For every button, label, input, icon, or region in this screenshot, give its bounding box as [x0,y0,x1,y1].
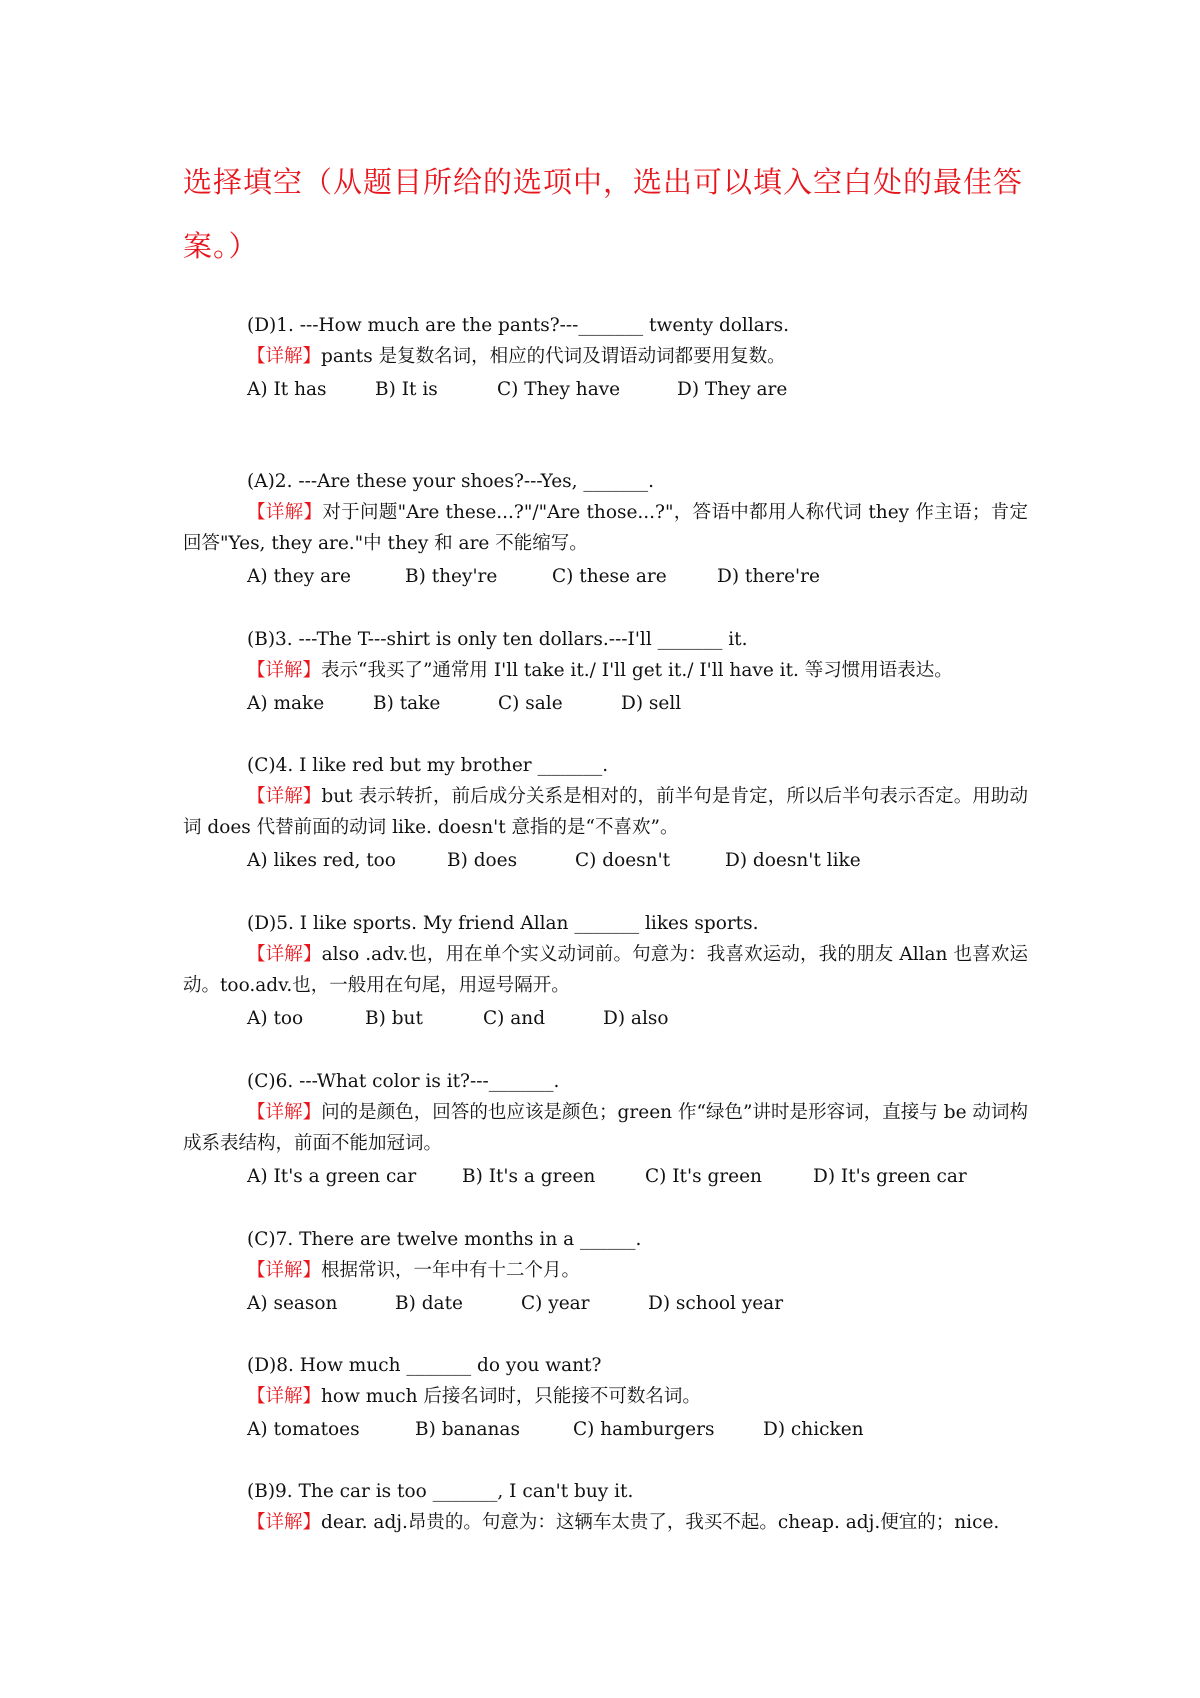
option-c: C) It's green [645,1166,762,1187]
options-row [183,1003,1028,1034]
option-c: C) They have [497,379,621,400]
option-a: A) make [247,693,325,714]
detail-tag: 【详解】 [247,944,322,965]
options-row [183,1414,1028,1445]
question-stem: (C)7. There are twelve months in a ______. [247,1229,642,1250]
options-row [183,688,1028,719]
question-1 [183,310,1028,405]
detail-tag: 【详解】 [247,502,323,523]
option-b: B) It is [375,379,438,400]
detail-text: but 表示转折，前后成分关系是相对的，前半句是肯定，所以后半句表示否定。用助动词 does 代替前面的动词 like. doesn't 意指的是“不喜欢”。 [183,786,1028,838]
option-c: C) and [483,1008,546,1029]
option-d: D) doesn't like [725,850,861,871]
question-stem: (B)3. ---The T---shirt is only ten dollars.---I'll _______ it. [247,629,748,650]
question-5 [183,908,1028,1034]
question-3 [183,624,1028,719]
detail-tag: 【详解】 [247,660,322,681]
options-row [183,561,1028,592]
detail-text: dear. adj.昂贵的。句意为：这辆车太贵了，我买不起。cheap. adj.便宜的；nice. [321,1512,1000,1533]
question-7 [183,1224,1028,1319]
question-stem: (C)4. I like red but my brother _______. [247,755,609,776]
option-d: D) also [603,1008,669,1029]
options-row [183,374,1028,405]
question-2 [183,466,1028,592]
option-a: A) It's a green car [247,1166,417,1187]
option-c: C) doesn't [575,850,671,871]
question-detail [183,655,1028,686]
question-stem: (B)9. The car is too _______, I can't buy it. [247,1481,634,1502]
option-d: D) chicken [763,1419,864,1440]
question-4 [183,750,1028,876]
option-a: A) season [247,1293,338,1314]
detail-text: 根据常识，一年中有十二个月。 [321,1260,581,1281]
options-row [183,1288,1028,1319]
options-row [183,845,1028,876]
detail-text: pants 是复数名词，相应的代词及谓语动词都要用复数。 [321,346,786,367]
option-a: A) they are [247,566,351,587]
detail-text: also .adv.也，用在单个实义动词前。句意为：我喜欢运动，我的朋友 Allan 也喜欢运动。too.adv.也，一般用在句尾，用逗号隔开。 [183,944,1028,996]
detail-tag: 【详解】 [247,1260,322,1281]
option-d: D) there're [717,566,820,587]
section-title-line2: 案。） [183,229,259,263]
question-detail [183,1507,1028,1538]
option-c: C) these are [552,566,667,587]
option-a: A) It has [247,379,327,400]
option-c: C) hamburgers [573,1419,715,1440]
question-6 [183,1066,1028,1192]
option-a: A) tomatoes [247,1419,360,1440]
option-c: C) year [521,1293,590,1314]
option-b: B) they're [405,566,498,587]
detail-tag: 【详解】 [247,786,322,807]
question-stem: (D)5. I like sports. My friend Allan _______ likes sports. [247,913,759,934]
question-detail [183,781,1028,843]
detail-text: how much 后接名词时，只能接不可数名词。 [321,1386,701,1407]
question-stem: (D)1. ---How much are the pants?---_______ twenty dollars. [247,315,790,336]
option-d: D) They are [677,379,788,400]
option-b: B) bananas [415,1419,520,1440]
question-detail [183,1255,1028,1286]
detail-tag: 【详解】 [247,1102,322,1123]
option-b: B) does [447,850,518,871]
option-b: B) date [395,1293,463,1314]
question-stem: (D)8. How much _______ do you want? [247,1355,602,1376]
question-8 [183,1350,1028,1445]
question-stem: (C)6. ---What color is it?---_______. [247,1071,560,1092]
question-detail [183,939,1028,1001]
question-stem: (A)2. ---Are these your shoes?---Yes, _______. [247,471,655,492]
question-detail [183,341,1028,372]
section-title [183,150,1033,278]
option-d: D) school year [648,1293,784,1314]
question-detail [183,1381,1028,1412]
detail-tag: 【详解】 [247,346,322,367]
option-b: B) but [365,1008,423,1029]
section-title-line1: 选择填空（从题目所给的选项中，选出可以填入空白处的最佳答 [183,165,1024,199]
question-detail [183,1097,1028,1159]
question-detail [183,497,1028,559]
detail-text: 问的是颜色，回答的也应该是颜色；green 作“绿色”讲时是形容词，直接与 be 动词构成系表结构，前面不能加冠词。 [183,1102,1028,1154]
detail-text: 对于问题"Are these...?"/"Are those...?"，答语中都用人称代词 they 作主语；肯定回答"Yes, they are."中 they 和 are 不能缩写。 [183,502,1028,554]
detail-text: 表示“我买了”通常用 I'll take it./ I'll get it./ I'll have it. 等习惯用语表达。 [321,660,953,681]
question-9 [183,1476,1028,1538]
option-a: A) likes red, too [247,850,396,871]
options-row [183,1161,1028,1192]
option-c: C) sale [498,693,563,714]
option-d: D) It's green car [813,1166,967,1187]
option-d: D) sell [621,693,682,714]
option-b: B) It's a green [462,1166,596,1187]
option-a: A) too [247,1008,304,1029]
detail-tag: 【详解】 [247,1512,322,1533]
option-b: B) take [373,693,441,714]
detail-tag: 【详解】 [247,1386,322,1407]
